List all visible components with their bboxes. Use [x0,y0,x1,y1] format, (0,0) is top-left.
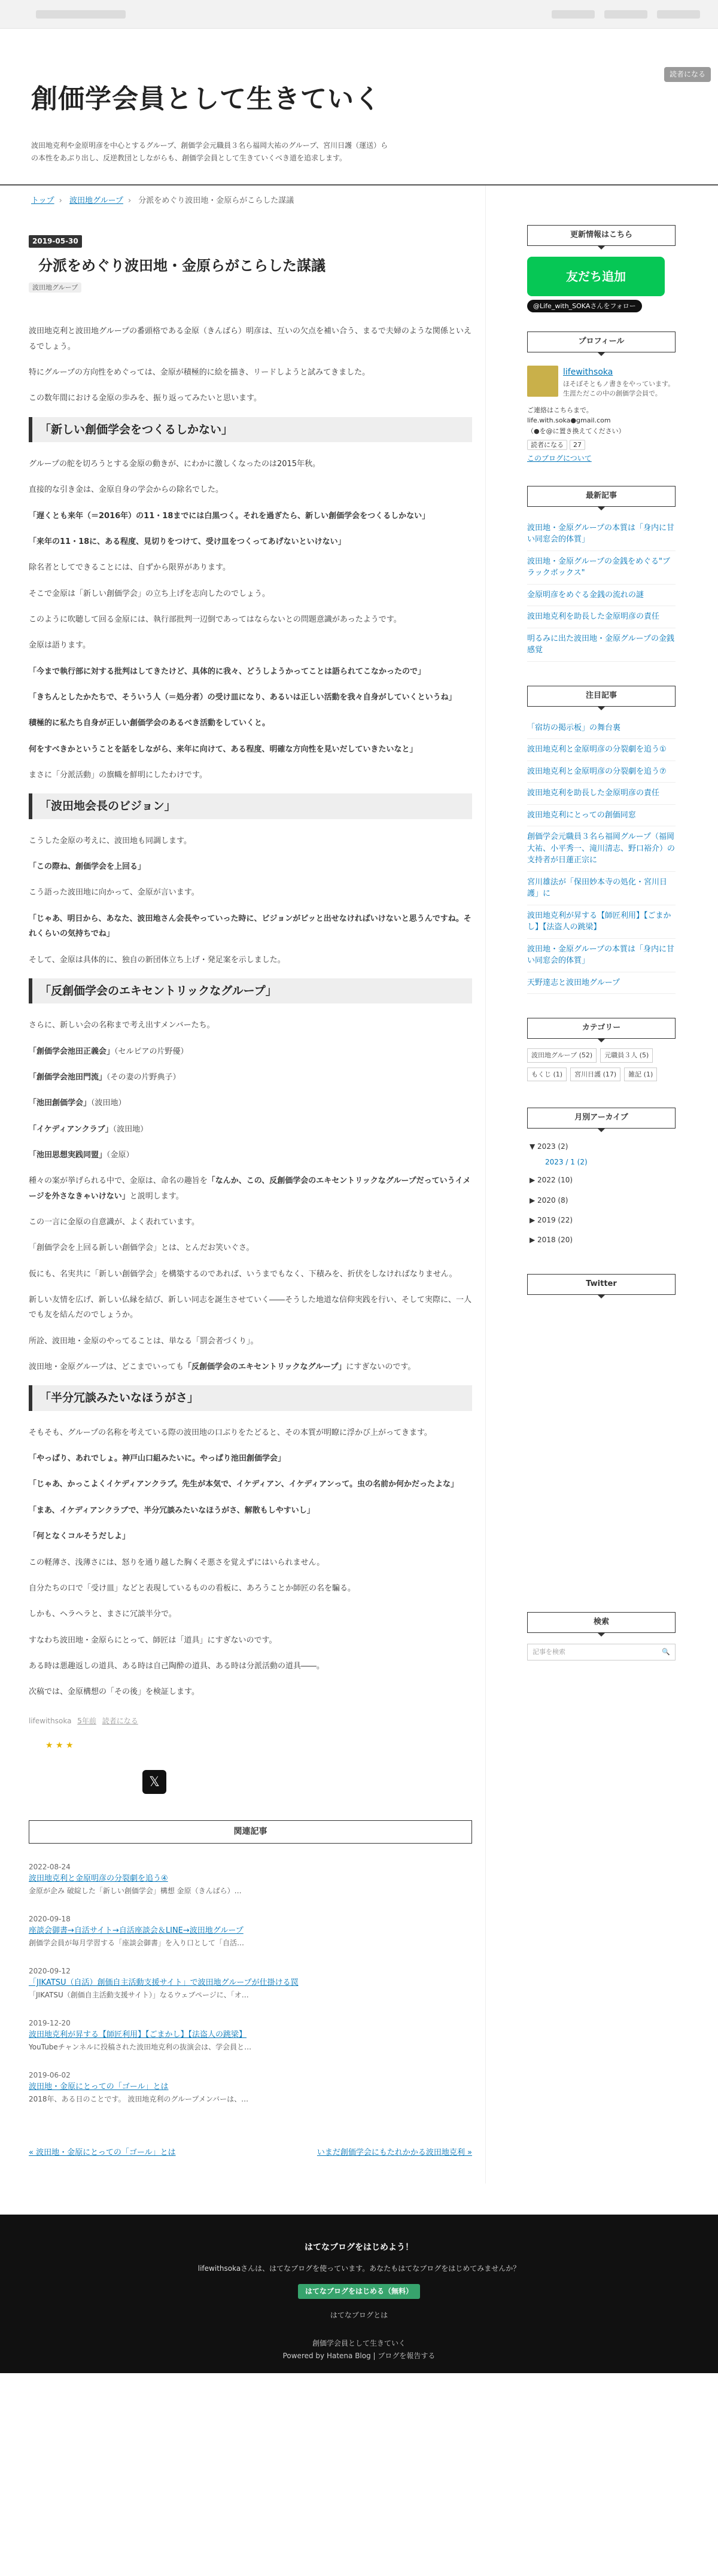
header-link-placeholder[interactable] [657,10,700,19]
related-item: 2019-06-02 波田地・金原にとっての「ゴール」とは 2018年、ある日のことです。 波田地克利のグループメンバーは、… [29,2070,472,2105]
subscribe-link[interactable]: 読者になる [102,1716,138,1725]
avatar[interactable] [527,366,558,397]
profile-name[interactable]: lifewithsoka [563,367,613,378]
subscribe-button[interactable]: 読者になる [664,67,711,82]
related-link[interactable]: 座談会御書→自活サイト→自活座談会＆LINE→波田地グループ [29,1926,244,1935]
paragraph: すなわち波田地・金原らにとって、師匠は「道具」にすぎないのです。 [29,1635,277,1645]
subscriber-count: 27 [570,440,585,450]
module-title: 注目記事 [527,686,676,707]
category-tag[interactable]: 雑記 (1) [624,1067,657,1082]
quote: 「じゃあ、かっこよくイケディアンクラブ。先生が本気で、イケディアン、イケディアンって。虫の名前か何かだったよな」 [29,1480,458,1489]
featured-link[interactable]: 創価学会元職員３名ら福岡グループ（福岡大祐、小平秀一、滝川清志、野口裕介）の支持者が日蓮正宗に [527,826,676,872]
name-proposal: 「イケディアンクラブ」（波田地） [29,1124,148,1134]
x-share-icon[interactable]: 𝕏 [142,1770,166,1794]
related-item: 2019-12-20 波田地克利が昇する【師匠利用】【ごまかし】【法盗人の跳梁】 YouTubeチャンネルに投稿された波田地克利の抜演会は、学会員と… [29,2018,472,2053]
entry-title[interactable]: 分派をめぐり波田地・金原らがこらした謀議 [38,257,325,275]
module-title: 最新記事 [527,486,676,507]
author-name[interactable]: lifewithsoka [29,1716,72,1725]
main-content [29,185,486,2183]
subscribe-button[interactable]: 読者になる [527,440,567,450]
paragraph: 金原は語ります。 [29,641,90,650]
paragraph: そこで金原は「新しい創価学会」の立ち上げを志向したのでしょう。 [29,589,270,598]
entry-date[interactable]: 2019-05-30 [29,235,82,248]
breadcrumb-home[interactable]: トップ [31,196,54,205]
paragraph: 新しい友情を広げ、新しい仏縁を結び、新しい同志を誕生させていく――そうした地道な信仰実践を行い、そして実際に、一人でも友を結んだのでしょうか。 [29,1295,471,1320]
paragraph: 直接的な引き金は、金原自身の学会からの除名でした。 [29,485,224,495]
header-link-placeholder[interactable] [604,10,647,19]
category-tag[interactable]: 宮川日護 (17) [570,1067,620,1082]
recent-link[interactable]: 明るみに出た波田地・金原グループの金銭感覚 [527,628,676,662]
paragraph: 波田地克利と波田地グループの番頭格である金原（きんばら）明彦は、互いの欠点を補い合う、まるで夫婦のような関係といえるでしょう。 [29,327,471,351]
related-item: 2020-09-12 「JIKATSU（自活）創価自主活動支援サイト」で波田地グループが仕掛ける罠 「JIKATSU（創価自主活動支援サイト）」なるウェブページに、「オ… [29,1966,472,2001]
header-link-placeholder[interactable] [552,10,595,19]
profile-contact: ご連絡はこちらまで。 life.with.soka●gmail.com （●を@に置き換えてください） [527,406,625,435]
paragraph: こう語った波田地に向かって、金原が言います。 [29,888,199,898]
paragraph: 波田地・金原グループは、どこまでいっても「反創価学会のエキセントリックなグループ」にすぎないのです。 [29,1362,416,1372]
name-proposal: 「池田思想実践同盟」（金原） [29,1150,134,1160]
entry-time[interactable]: 5年前 [77,1716,96,1725]
quote: 「この際ね、創価学会を上回る」 [29,862,146,872]
profile-module [527,331,676,464]
archive-year[interactable]: ▶ 2022 (10) [530,1176,573,1185]
start-blog-button[interactable]: はてなブログをはじめる（無料） [298,2284,420,2299]
blog-description: 波田地克利や金原明彦を中心とするグループ、創価学会元職員３名ら福岡大祐のグループ、宮川日護（運送）らの本性をあぶり出し、反逆教団としながらも、創価学会員として生きていくべき道を追求します。 [31,141,388,162]
featured-link[interactable]: 波田地克利が昇する【師匠利用】【ごまかし】【法盗人の跳梁】 [527,905,676,939]
x-follow-button[interactable]: @Life_with_SOKAさんをフォロー [527,300,642,313]
paragraph: ある時は悪趣返しの道具、ある時は自己陶酔の道具、ある時は分派活動の道具――。 [29,1661,325,1671]
archive-month[interactable]: 2023 / 1 (2) [545,1158,588,1167]
profile-bio: ほそぼそともノ書きをやっています。生涯ただこの中の創価学会員で。 [563,379,675,398]
twitter-module [527,1274,676,1295]
footer-heading: はてなブログをはじめよう！ [305,2243,413,2253]
paragraph: そして、金原は具体的に、独自の新団体立ち上げ・発足案を示しました。 [29,955,285,965]
paragraph: 除名者としてできることには、自ずから限界があります。 [29,563,230,573]
paragraph: この数年間における金原の歩みを、振り返ってみたいと思います。 [29,394,261,403]
paragraph: さらに、新しい会の名称まで考え出すメンバーたち。 [29,1021,215,1030]
quote: 「遅くとも来年（＝2016年）の11・18までには白黒つく。それを過ぎたら、新しい創価学会をつくるしかない」 [29,511,430,521]
recent-link[interactable]: 波田地克利を助長した金原明彦の責任 [527,606,676,628]
breadcrumb: トップ › 波田地グループ › 分派をめぐり波田地・金原らがこらした謀議 [31,196,294,205]
site-footer [0,2215,718,2373]
module-title: Twitter [527,1274,676,1295]
line-add-friend-button[interactable]: 友だち追加 [527,257,665,296]
module-title: 更新情報はこちら [527,225,676,246]
featured-module [527,686,676,994]
quote: 「きちんとしたかたちで、そういう人（＝処分者）の受け皿になり、あるいは正しい活動を我々自身がしていくというね」 [29,693,457,702]
search-module [527,1612,676,1660]
paragraph: そもそも、グループの名称を考えている際の波田地の口ぶりをたどると、その本質が明瞭に浮かび上がってきます。 [29,1428,432,1437]
paragraph: 自分たちの口で「受け皿」などと表現しているものの看板に、あろうことか師匠の名を騙る。 [29,1583,356,1593]
related-link[interactable]: 波田地克利が昇する【師匠利用】【ごまかし】【法盗人の跳梁】 [29,2030,247,2040]
quote: 何をすべきかということを話をしながら、来年に向けて、ある程度、明確な方向性を見いだしていきたいなと」 [29,744,418,754]
star-button[interactable]: ★ ★ ★ [45,1740,74,1750]
featured-link[interactable]: 波田地克利と金原明彦の分裂劇を追う① [527,739,676,761]
featured-link[interactable]: 波田地克利にとっての創価同窓 [527,805,676,827]
related-link[interactable]: 「JIKATSU（自活）創価自主活動支援サイト」で波田地グループが仕掛ける罠 [29,1978,299,1988]
related-link[interactable]: 波田地克利と金原明彦の分裂劇を追う④ [29,1874,168,1883]
paragraph: 仮にも、名実共に「新しい創価学会」を構築するのであれば、いうまでもなく、下積みを、折伏をしなければなりません。 [29,1269,457,1279]
category-tag[interactable]: 元職員３人 (5) [600,1048,653,1063]
archive-module [527,1108,676,1250]
about-link[interactable]: このブログについて [527,454,592,463]
blog-header [0,29,718,185]
name-proposal: 「池田創価学会」（波田地） [29,1099,126,1108]
paragraph: 「創価学会を上回る新しい創価学会」とは、とんだお笑いぐさ。 [29,1243,254,1253]
category-tag[interactable]: もくじ (1) [527,1067,567,1082]
global-header [0,0,718,29]
powered-by[interactable]: Powered by Hatena Blog | ブログを報告する [282,2352,436,2361]
section-heading: 「波田地会長のビジョン」 [29,793,472,819]
module-title: 月別アーカイブ [527,1108,676,1129]
entry-footer [29,1716,472,1727]
related-list [29,1862,472,2106]
paragraph: 特にグループの方向性をめぐっては、金原が積極的に絵を描き、リードしようと試みてきました。 [29,367,370,377]
module-title: カテゴリー [527,1018,676,1039]
name-proposal: 「創価学会池田正義会」（セルピアの片野優） [29,1047,188,1056]
featured-link[interactable]: 天野達志と波田地グループ [527,972,676,994]
paragraph: グループの舵を切ろうとする金原の動きが、にわかに激しくなったのは2015年秋。 [29,459,321,469]
quote: 「じゃあ、明日から、あなた、波田地さん会長やっていった時に、ビジョンがピッと出せなければいけないと思うんですね。それくらいの気持ちでね」 [29,914,471,939]
updates-module [527,225,676,312]
quote: 「来年の11・18に、ある程度、見切りをつけて、受け皿をつくってあげないといけない」 [29,537,346,546]
name-proposal: 「創価学会池田門流」（その妻の片野典子） [29,1072,181,1082]
module-title: 検索 [527,1612,676,1633]
featured-link[interactable]: 波田地克利を助長した金原明彦の責任 [527,783,676,805]
recent-link[interactable]: 波田地・金原グループの金銭をめぐる"ブラックボックス" [527,551,676,585]
related-item: 2020-09-18 座談会御書→自活サイト→自活座談会＆LINE→波田地グループ 創価学会員が毎月学習する「座談会御書」を入り口として「自活… [29,1914,472,1949]
pager [29,2147,472,2160]
section-heading: 「新しい創価学会をつくるしかない」 [29,417,472,442]
featured-link[interactable]: 宮川雄法が「保田妙本寺の処化・宮川日護」に [527,872,676,905]
breadcrumb-category[interactable]: 波田地グループ [69,196,123,205]
archive-year[interactable]: ▶ 2019 (22) [530,1215,573,1224]
search-input[interactable]: 記事を検索 🔍 [527,1644,676,1660]
paragraph: まさに「分派活動」の旗幟を鮮明にしたわけです。 [29,771,207,780]
archive-year[interactable]: ▼ 2023 (2) [530,1142,568,1151]
quote: 「やっぱり、あれでしょ。神戸山口組みたいに。やっぱり池田創価学会」 [29,1454,286,1464]
section-heading: 「半分冗談みたいなほうがさ」 [29,1385,472,1410]
paragraph: 種々の案が挙げられる中で、金原は、命名の趣旨を「なんか、この、反創価学会のエキセントリックなグループだっていうイメージを外さなきゃいけない」と説明します。 [29,1176,471,1201]
entry-body [29,294,472,1699]
module-title: プロフィール [527,331,676,352]
section-heading: 「反創価学会のエキセントリックなグループ」 [29,978,472,1003]
paragraph: このように吹聴して回る金原には、執行部批判一辺倒であってはならないとの問題意識があったようです。 [29,615,401,624]
paragraph: しかも、ヘラヘラと、まさに冗談半分で。 [29,1610,177,1619]
footer-message: lifewithsokaさんは、はてなブログを使っています。あなたもはてなブログをはじめてみませんか？ [197,2264,521,2273]
next-entry-link[interactable]: いまだ創価学会にもたれかかる波田地克利 » [317,2148,472,2158]
recent-module [527,486,676,662]
breadcrumb-current: 分派をめぐり波田地・金原らがこらした謀議 [138,196,294,205]
archive-year[interactable]: ▶ 2018 (20) [530,1235,573,1244]
archive-year[interactable]: ▶ 2020 (8) [530,1196,568,1205]
featured-link[interactable]: 「宿坊の掲示板」の舞台裏 [527,717,676,740]
blog-title[interactable]: 創価学会員として生きていく [31,84,381,114]
paragraph: この軽薄さ、浅薄さには、怒りを通り越した胸くそ悪さを覚えずにはいられません。 [29,1558,325,1567]
paragraph: こうした金原の考えに、波田地も同調します。 [29,836,191,846]
search-icon[interactable]: 🔍 [662,1647,670,1656]
paragraph: この一言に金原の自意識が、よく表れています。 [29,1218,199,1227]
about-hatena-link[interactable]: はてなブログとは [330,2310,388,2319]
featured-link[interactable]: 波田地・金原グループの本質は「身内に甘い同窓会的体質」 [527,939,676,972]
quote: 「何となくコルそうだしよ」 [29,1532,130,1541]
category-module [527,1018,676,1086]
category-tag[interactable]: 波田地グループ (52) [527,1048,597,1063]
sidebar [527,185,676,2183]
recent-link[interactable]: 金原明彦をめぐる金銭の流れの謎 [527,585,676,607]
recent-link[interactable]: 波田地・金原グループの本質は「身内に甘い同窓会的体質」 [527,518,676,551]
quote: 「今まで執行部に対する批判はしてきたけど、具体的に我々、どうしようかってことは語られてこなかったので」 [29,667,426,676]
related-item: 2022-08-24 波田地克利と金原明彦の分裂劇を追う④ 金原が企み 破綻した「新しい創価学会」構想 金原（きんばら）… [29,1862,472,1897]
featured-link[interactable]: 波田地克利と金原明彦の分裂劇を追う⑦ [527,761,676,783]
prev-entry-link[interactable]: « 波田地・金原にとっての「ゴール」とは [29,2148,176,2158]
quote: 積極的に私たち自身が正しい創価学会のあるべき活動をしていくと。 [29,719,270,728]
paragraph: 次稿では、金原構想の「その後」を検証します。 [29,1687,199,1697]
hatena-logo[interactable] [36,10,126,19]
quote: 「まあ、イケディアンクラブで、半分冗談みたいなほうがさ、解散もしやすいし」 [29,1506,315,1515]
related-heading: 関連記事 [29,1820,472,1843]
paragraph: 所詮、波田地・金原のやってることは、単なる「罰会者づくり」。 [29,1336,258,1346]
entry-category[interactable]: 波田地グループ [29,282,81,293]
footer-blog-title[interactable]: 創価学会員として生きていく [312,2339,406,2348]
related-link[interactable]: 波田地・金原にとっての「ゴール」とは [29,2082,169,2092]
